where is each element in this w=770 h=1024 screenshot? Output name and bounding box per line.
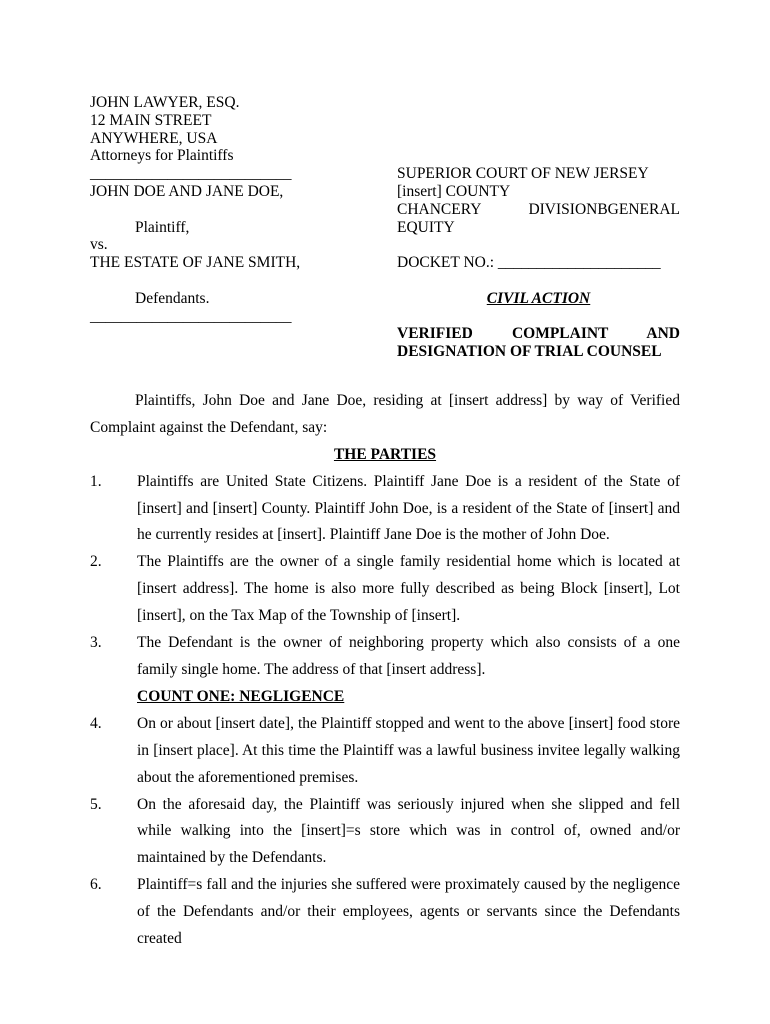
versus-label: vs. xyxy=(90,236,108,254)
parties-heading-text: THE PARTIES xyxy=(333,445,437,463)
document-title-line-1: VERIFIED COMPLAINT AND xyxy=(397,325,680,343)
attorney-block xyxy=(90,94,680,165)
caption-court-column xyxy=(397,165,680,361)
parties-heading xyxy=(90,442,680,469)
spacer-line xyxy=(397,308,680,326)
case-caption xyxy=(90,165,680,361)
paragraph-text: Plaintiff=s fall and the injuries she suffered were proximately caused by the negligence of the Defendants and/or their employees, agents or servants since the Defendants created xyxy=(137,876,680,948)
document-title-line-2: DESIGNATION OF TRIAL COUNSEL xyxy=(397,343,662,361)
paragraph-number: 3. xyxy=(90,634,102,652)
county-line: [insert] COUNTY xyxy=(397,182,511,200)
numbered-paragraph xyxy=(90,711,680,792)
paragraph-number: 2. xyxy=(90,553,102,571)
numbered-paragraph xyxy=(90,549,680,630)
spacer-line xyxy=(90,201,397,219)
docket-number-line: DOCKET NO.: _____________________ xyxy=(397,254,661,272)
paragraph-text: The Plaintiffs are the owner of a single family residential home which is located at [insert address]. The home is also more fully described as being Block [insert], Lot [insert], on the Tax Map of the Township of [insert]. xyxy=(137,553,680,625)
numbered-paragraph xyxy=(90,469,680,550)
plaintiff-names: JOHN DOE AND JANE DOE, xyxy=(90,182,284,200)
count-one-heading-text: COUNT ONE: NEGLIGENCE xyxy=(137,687,345,705)
attorney-street: 12 MAIN STREET xyxy=(90,111,212,129)
paragraph-number: 5. xyxy=(90,795,102,813)
caption-parties-column xyxy=(90,165,397,361)
civil-action-label xyxy=(397,290,680,308)
complaint-body xyxy=(90,388,680,953)
civil-action-text: CIVIL ACTION xyxy=(486,289,591,307)
paragraph-text: The Defendant is the owner of neighboring property which also consists of a one family single home. The address of that [insert address]. xyxy=(137,634,680,679)
attorney-name: JOHN LAWYER, ESQ. xyxy=(90,94,240,111)
spacer-line xyxy=(397,236,680,254)
paragraph-number: 1. xyxy=(90,472,102,490)
paragraph-number: 4. xyxy=(90,714,102,732)
intro-paragraph: Plaintiffs, John Doe and Jane Doe, residing at [insert address] by way of Verified Complaint against the Defendant, say: xyxy=(90,391,680,436)
plaintiff-role: Plaintiff, xyxy=(135,218,190,236)
numbered-paragraph xyxy=(90,872,680,953)
attorney-role: Attorneys for Plaintiffs xyxy=(90,147,234,165)
paragraph-text: On the aforesaid day, the Plaintiff was seriously injured when she slipped and fell while walking into the [insert]=s store which was in control of, owned and/or maintained by the Defendants. xyxy=(137,795,680,867)
division-line-1: CHANCERY DIVISIONBGENERAL xyxy=(397,200,680,218)
caption-rule-bottom: __________________________ xyxy=(90,307,292,325)
count-one-heading xyxy=(90,684,680,711)
caption-rule-top: __________________________ xyxy=(90,165,292,183)
defendant-role: Defendants. xyxy=(135,289,210,307)
paragraph-number: 6. xyxy=(90,876,102,894)
attorney-city: ANYWHERE, USA xyxy=(90,129,218,147)
numbered-paragraph xyxy=(90,792,680,873)
numbered-paragraph xyxy=(90,630,680,684)
spacer-line xyxy=(90,272,397,290)
paragraph-text: Plaintiffs are United State Citizens. Plaintiff Jane Doe is a resident of the State of [insert] and [insert] County. Plaintiff John Doe, is a resident of the State of [insert] and he currently resides at [insert]. Plaintiff Jane Doe is the mother of John Doe. xyxy=(137,472,680,544)
spacer-line xyxy=(397,272,680,290)
paragraph-text: On or about [insert date], the Plaintiff stopped and went to the above [insert] food store in [insert place]. At this time the Plaintiff was a lawful business invitee legally walking about the aforementioned premises. xyxy=(137,714,680,786)
division-line-2: EQUITY xyxy=(397,218,455,236)
defendant-names: THE ESTATE OF JANE SMITH, xyxy=(90,254,301,272)
court-name: SUPERIOR COURT OF NEW JERSEY xyxy=(397,165,649,183)
